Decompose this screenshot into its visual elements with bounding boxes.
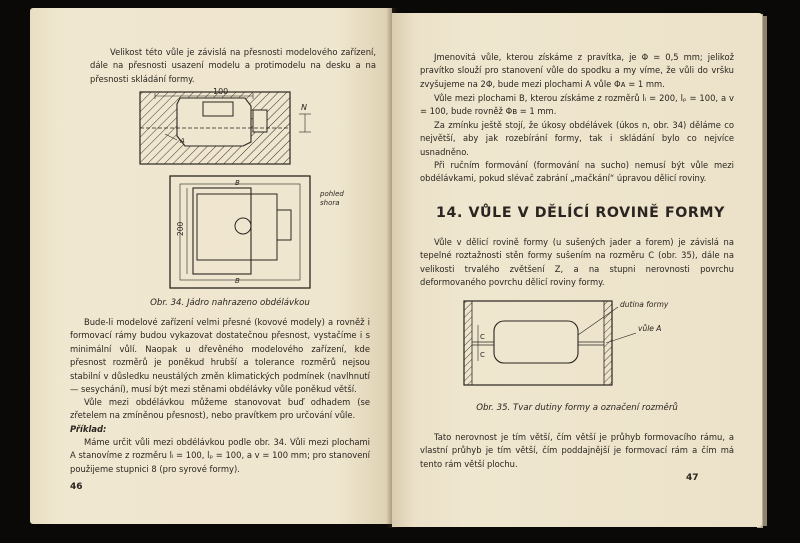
left-page <box>30 8 392 524</box>
figure-34-section-view <box>140 87 311 164</box>
figure-34-view-label-2: shora <box>320 199 340 207</box>
left-paragraph-4: Máme určit vůli mezi obdélávkou podle obr. 34. Vůli mezi plochami A stanovíme z rozměru lₗ = 100, lₚ = 100, a v = 100 mm; pro stanovení použijeme stupnici 8 (pro syrové formy). <box>70 437 370 474</box>
figure-34-caption: Obr. 34. Jádro nahrazeno obdélávkou <box>150 298 310 308</box>
figure-34-dim-100: 100 <box>213 87 229 96</box>
figure-34-top-view <box>170 176 344 288</box>
right-paragraph-2: Vůle mezi plochami B, kterou získáme z rozměrů lₗ = 200, lₚ = 100, a v = 100, bude rovněž Φʙ = 1 mm. <box>420 93 734 117</box>
figure-35 <box>458 295 728 395</box>
right-paragraph-5: Vůle v dělicí rovině formy (u sušených jader a forem) je závislá na tepelné roztažnosti stěn formy sušením na rozměru C (obr. 35), dále na velikosti trvalého zvětšení Z, a na stupni nerovnosti povrchu deformovaného povrchu dělicí roviny formy. <box>420 237 734 288</box>
section-heading: 14. VŮLE V DĚLÍCÍ ROVINĚ FORMY <box>436 205 726 221</box>
example-label: Příklad: <box>70 424 107 434</box>
figure-35-label-c2: C <box>480 351 485 359</box>
right-page-number: 47 <box>686 473 699 483</box>
figure-35-label-cavity: dutina formy <box>620 300 669 309</box>
left-paragraph-3: Vůle mezi obdélávkou můžeme stanovovat buď odhadem (se zřetelem na zmíněnou přesnost), nebo pravítkem pro určování vůle. <box>70 397 370 421</box>
right-paragraph-6: Tato nerovnost je tím větší, čím větší je průhyb formovacího rámu, a vlastní průhyb je tím větší, čím poddajnější je formovací rám a čím má tento rám větší plochu. <box>420 432 734 469</box>
figure-34-dim-200: 200 <box>176 221 185 236</box>
figure-34-label-n: N <box>301 103 307 112</box>
left-paragraph-1: Velikost této vůle je závislá na přesnosti modelového zařízení, dále na přesnosti usazení modelu a protimodelu na desku a na přesnosti skládání formy. <box>90 47 376 84</box>
figure-34-label-b-bottom: B <box>235 277 240 285</box>
figure-34-label-b-top: B <box>235 179 240 187</box>
left-paragraph-2: Bude-li modelové zařízení velmi přesné (kovové modely) a rovněž i formovací rámy budou vykazovat dostatečnou přesnost, vystačíme i s minimální vůlí. Naopak u dřevěného modelového zařízení, kde přesnost rozměrů je poněkud hrubší a tolerance rozměrů nejsou stabilní v důsledku neustálých změn klimatických podmínek (navlhnutí — sesychání), musí být mezi stěnami obdélávky vůle poněkud větší. <box>70 317 370 395</box>
right-paragraph-4: Při ručním formování (formování na sucho) nemusí být vůle mezi obdélávkami, pokud slévač zabrání „mačkání“ úpravou dělicí roviny. <box>420 160 734 184</box>
right-paragraph-1: Jmenovitá vůle, kterou získáme z pravítka, je Φ = 0,5 mm; jelikož pravítko slouží pro stanovení vůle do spodku a my víme, že vůli do vršku zvyšujeme na 2Φ, bude mezi plochami A vůle Φᴀ = 1 mm. <box>420 52 734 89</box>
figure-34-view-label-1: pohled <box>320 190 344 198</box>
left-page-number: 46 <box>70 482 83 492</box>
figure-35-label-c: C <box>480 333 485 341</box>
figure-35-caption: Obr. 35. Tvar dutiny formy a označení rozměrů <box>476 403 678 413</box>
figure-34 <box>125 84 344 296</box>
right-paragraph-3: Za zmínku ještě stojí, že úkosy obdélávek (úkos n, obr. 34) děláme co největší, aby jak rozebírání formy, tak i skládání bylo co nejvíce usnadněno. <box>420 120 734 157</box>
figure-35-label-gap: vůle A <box>638 324 662 333</box>
figure-34-label-a: A <box>180 137 185 145</box>
right-page <box>392 13 762 527</box>
